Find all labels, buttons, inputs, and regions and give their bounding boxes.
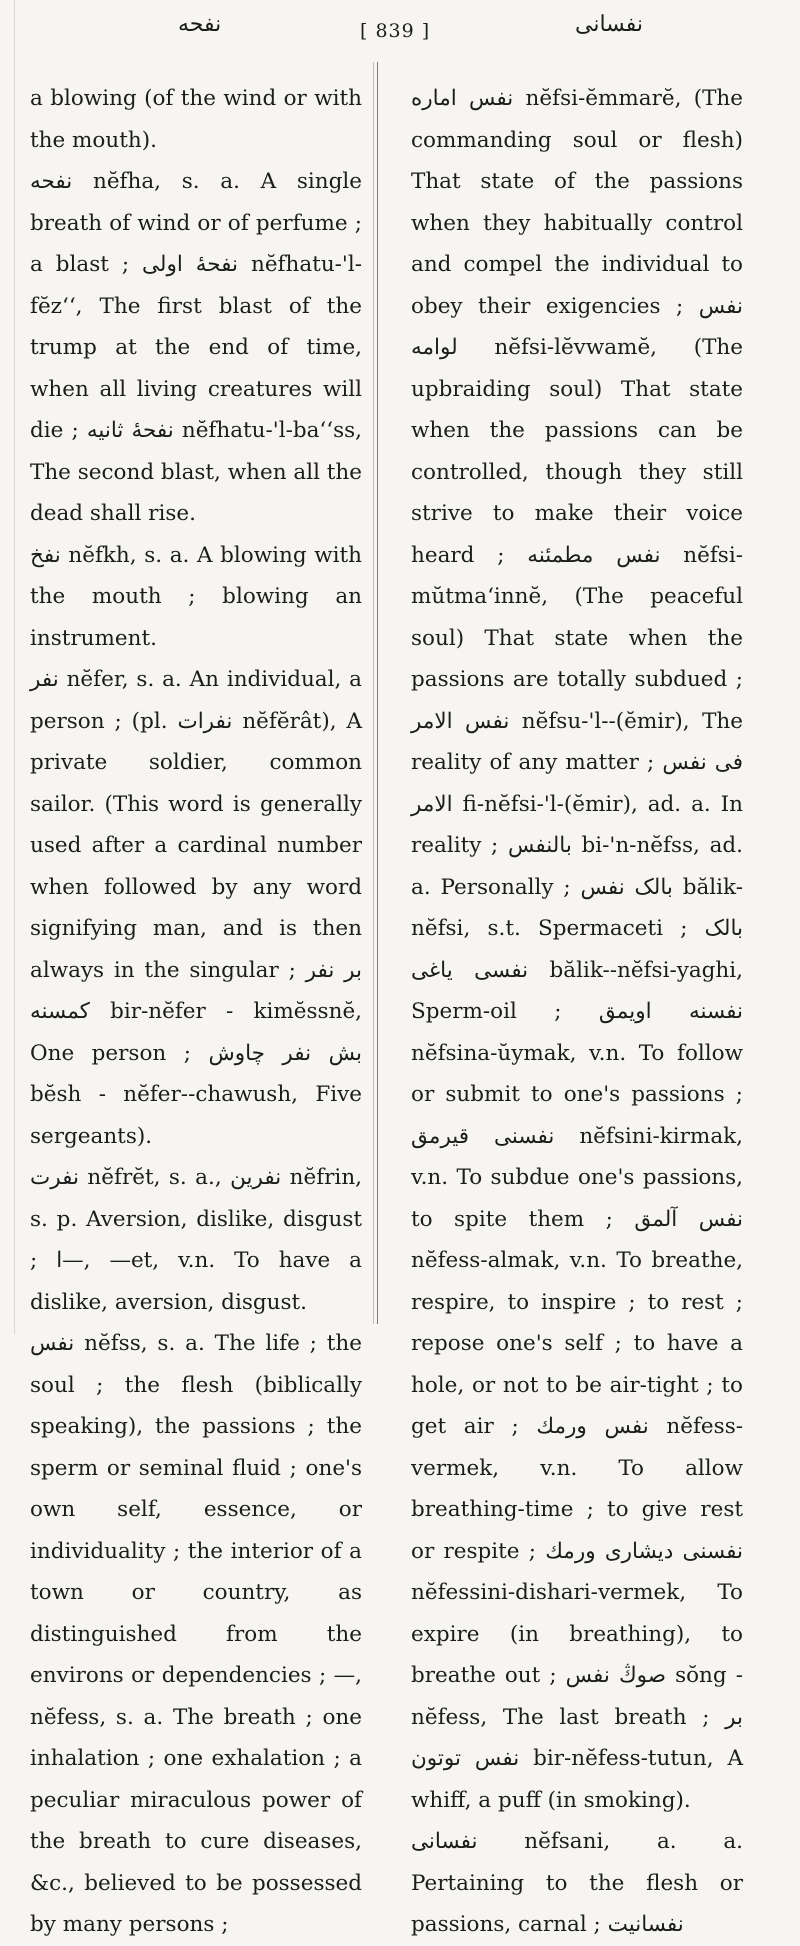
page-header <box>0 10 800 50</box>
entry-continuation: a blowing (of the wind or with the mouth). <box>30 86 362 153</box>
header-right-catchword: نفسانی <box>575 12 644 37</box>
right-column <box>411 78 743 1946</box>
left-column <box>30 78 362 1946</box>
entry-nefer: نفر nĕfer, s. a. An individual, a person ; (pl. نفرات nĕfĕrât), A private soldier, common sailor. (This word is generally used after a cardinal number when followed by any word signifying man, and is then always in the singular ; بر نفر کمسنه bir-nĕfer - kimĕssnĕ, One person ; بش نفر چاوش bĕsh - nĕfer--chawush, Five sergeants). <box>30 667 362 1149</box>
entry-nefkh: نفخ nĕfkh, s. a. A blowing with the mouth ; blowing an instrument. <box>30 542 362 651</box>
column-divider <box>377 62 378 1324</box>
binding-gutter <box>0 0 15 1334</box>
column-divider-light <box>373 62 374 1324</box>
header-left-catchword: نفحه <box>178 12 222 37</box>
entry-nefss: نفس nĕfss, s. a. The life ; the soul ; the flesh (biblically speaking), the passions ; the sperm or seminal fluid ; one's own self, essence, or individuality ; the interior of a town or country, as distinguished from the environs or dependencies ; —, nĕfess, s. a. The breath ; one inhalation ; one exhalation ; a peculiar miraculous power of the breath to cure diseases, &c., believed to be possessed by many persons ; <box>30 1331 362 1937</box>
entry-nefsani: نفسانی nĕfsani, a. a. Pertaining to the flesh or passions, carnal ; نفسانیت <box>411 1829 743 1937</box>
entry-nefha: نفحه nĕfha, s. a. A single breath of wind or of perfume ; a blast ; نفحهٔ اولی nĕfhatu-'l-fĕz‘‘, The first blast of the trump at the end of time, when all living creatures will die ; نفحهٔ ثانیه nĕfhatu-'l-ba‘‘ss, The second blast, when all the dead shall rise. <box>30 169 363 526</box>
page-number: [ 839 ] <box>360 20 431 42</box>
entry-nefret: نفرت nĕfrĕt, s. a., نفرین nĕfrin, s. p. Aversion, dislike, disgust ; ا—, —et, v.n. To have a dislike, aversion, disgust. <box>30 1165 362 1315</box>
entry-nefss-continued: نفس اماره nĕfsi-ĕmmarĕ, (The commanding soul or flesh) That state of the passions when they habitually control and compel the individual to obey their exigencies ; نفس لوامه nĕfsi-lĕvwamĕ, (The upbraiding soul) That state when the passions can be controlled, though they still strive to make their voice heard ; نفس مطمئنه nĕfsi-mŭtma‘innĕ, (The peaceful soul) That state when the passions are totally subdued ; نفس الامر nĕfsu-'l--(ĕmir), The reality of any matter ; فی نفس الامر fi-nĕfsi-'l-(ĕmir), ad. a. In reality ; بالنفس bi-'n-nĕfss, ad. a. Personally ; بالک نفس bălik-nĕfsi, s.t. Spermaceti ; بالک نفسی یاغی bălik--nĕfsi-yaghi, Sperm-oil ; نفسنه اویمق nĕfsina-ŭymak, v.n. To follow or submit to one's passions ; نفسنی قیرمق nĕfsini-kirmak, v.n. To subdue one's passions, to spite them ; نفس آلمق nĕfess-almak, v.n. To breathe, respire, to inspire ; to rest ; repose one's self ; to have a hole, or not to be air-tight ; to get air ; نفس ورمك nĕfess-vermek, v.n. To allow breathing-time ; to give rest or respite ; نفسنی دیشاری ورمك nĕfessini-dishari-vermek, To expire (in breathing), to breathe out ; صوڭ نفس sŏng - nĕfess, The last breath ; بر نفس توتون bir-nĕfess-tutun, A whiff, a puff (in smoking). <box>411 86 744 1813</box>
